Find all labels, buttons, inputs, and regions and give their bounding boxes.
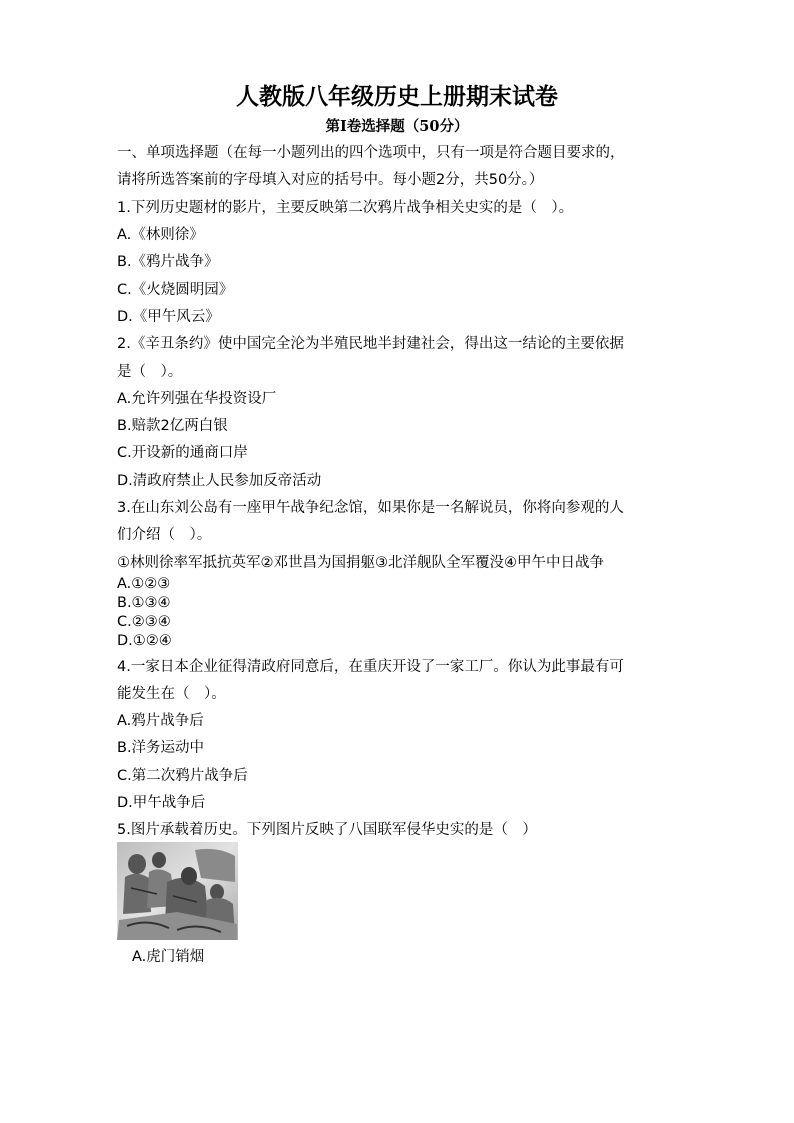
question-3-option-c: C.②③④ <box>117 614 171 630</box>
question-2-option-d: D.清政府禁止人民参加反帝活动 <box>117 473 322 489</box>
question-4-option-d: D.甲午战争后 <box>117 795 206 811</box>
instruction-line: 一、单项选择题（在每一小题列出的四个选项中，只有一项是符合题目要求的， <box>117 145 625 161</box>
question-1-option-a: A.《林则徐》 <box>117 227 204 243</box>
section-title: 第Ⅰ卷选择题（50分） <box>325 118 469 135</box>
question-3-option-a: A.①②③ <box>117 576 171 592</box>
question-2-option-c: C.开设新的通商口岸 <box>117 445 248 461</box>
page-title: 人教版八年级历史上册期末试卷 <box>236 84 558 110</box>
question-3-option-d: D.①②④ <box>117 633 172 649</box>
question-3-option-b: B.①③④ <box>117 595 171 611</box>
question-1-option-d: D.《甲午风云》 <box>117 309 220 325</box>
question-3-stem: 3.在山东刘公岛有一座甲午战争纪念馆，如果你是一名解说员，你将向参观的人 <box>117 500 624 516</box>
question-2-option-b: B.赔款2亿两白银 <box>117 418 228 434</box>
question-4-stem: 4.一家日本企业征得清政府同意后，在重庆开设了一家工厂。你认为此事最有可 <box>117 659 624 675</box>
question-4-option-b: B.洋务运动中 <box>117 740 205 756</box>
question-3-items: ①林则徐率军抵抗英军②邓世昌为国捐躯③北洋舰队全军覆没④甲午中日战争 <box>117 555 604 571</box>
question-5-stem: 5.图片承载着历史。下列图片反映了八国联军侵华史实的是（ ） <box>117 822 537 838</box>
question-1-option-b: B.《鸦片战争》 <box>117 254 219 270</box>
instruction-line: 请将所选答案前的字母填入对应的括号中。每小题2分，共50分。） <box>117 172 544 188</box>
question-2-stem-cont: 是（ ）。 <box>117 364 183 380</box>
question-2-stem: 2.《辛丑条约》使中国完全沦为半殖民地半封建社会，得出这一结论的主要依据 <box>117 336 624 352</box>
question-2-option-a: A.允许列强在华投资设厂 <box>117 391 277 407</box>
question-4-option-c: C.第二次鸦片战争后 <box>117 768 248 784</box>
question-1-option-c: C.《火烧圆明园》 <box>117 282 234 298</box>
question-4-option-a: A.鸦片战争后 <box>117 713 204 729</box>
question-4-stem-cont: 能发生在（ ）。 <box>117 686 226 702</box>
figure-caption-a: A.虎门销烟 <box>132 949 205 965</box>
question-3-stem-cont: 们介绍（ ）。 <box>117 527 212 543</box>
historical-engraving-image <box>117 842 238 940</box>
question-1-stem: 1.下列历史题材的影片，主要反映第二次鸦片战争相关史实的是（ ）。 <box>117 200 574 216</box>
